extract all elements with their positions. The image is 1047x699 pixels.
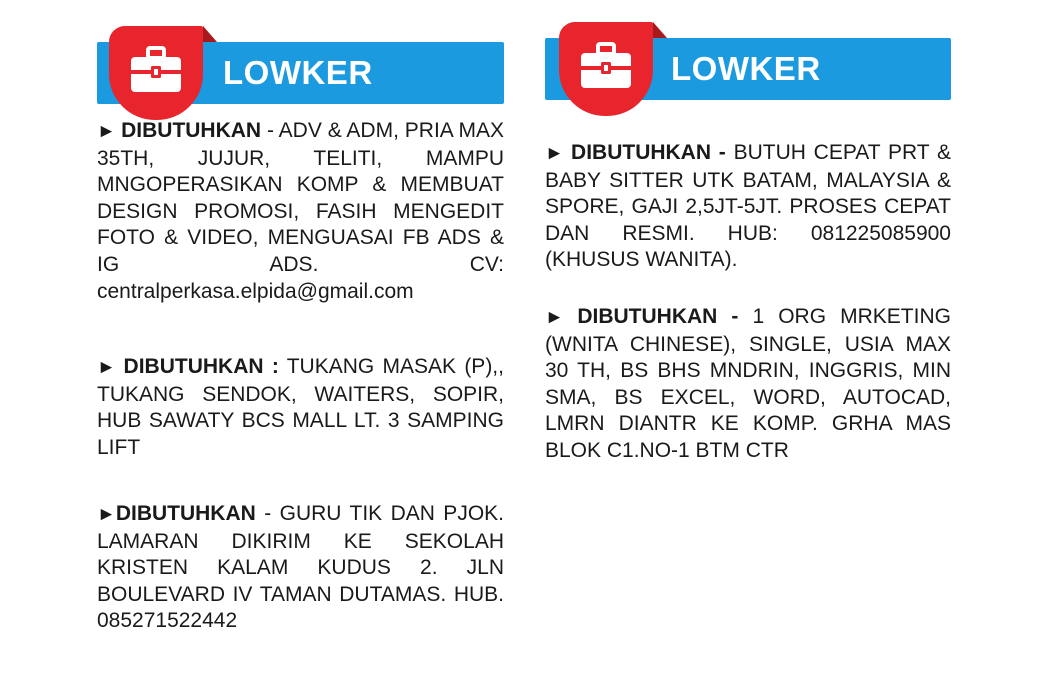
arrow-marker: ►: [545, 307, 578, 328]
ad-text: - ADV & ADM, PRIA MAX 35TH, JUJUR, TELITI, MAMPU MNGOPERASIKAN KOMP & MEMBUAT DESIGN PROMOSI, FASIH MENGEDIT FOTO & VIDEO, MENGUASAI FB ADS & IG ADS. CV: centralperkasa.elpida@gmail.com: [97, 119, 504, 303]
ad-keyword: DIBUTUHKAN -: [577, 305, 739, 328]
arrow-marker: ►: [97, 357, 124, 378]
job-ad: [97, 501, 504, 635]
job-ad: [97, 354, 504, 461]
banner-icon-tab: [109, 26, 203, 120]
job-ad: [97, 118, 504, 305]
briefcase-icon: [129, 46, 183, 94]
tab-fold: [203, 26, 217, 42]
ad-text: - GURU TIK DAN PJOK. LAMARAN DIKIRIM KE SEKOLAH KRISTEN KALAM KUDUS 2. JLN BOULEVARD IV TAMAN DUTAMAS. HUB. 085271522442: [97, 502, 504, 633]
ad-keyword: DIBUTUHKAN -: [571, 141, 726, 164]
ad-text: 1 ORG MRKETING (WNITA CHINESE), SINGLE, USIA MAX 30 TH, BS BHS MNDRIN, INGGRIS, MIN SMA, BS EXCEL, WORD, AUTOCAD, LMRN DIANTR KE KOMP. GRHA MAS BLOK C1.NO-1 BTM CTR: [545, 305, 951, 462]
ad-text: TUKANG MASAK (P),, TUKANG SENDOK, WAITERS, SOPIR, HUB SAWATY BCS MALL LT. 3 SAMPING LIFT: [97, 355, 504, 459]
ad-text: BUTUH CEPAT PRT & BABY SITTER UTK BATAM, MALAYSIA & SPORE, GAJI 2,5JT-5JT. PROSES CEPAT DAN RESMI. HUB: 081225085900 (KHUSUS WANITA).: [545, 141, 951, 272]
ad-keyword: DIBUTUHKAN: [121, 119, 262, 142]
lowker-banner: [97, 26, 504, 120]
job-ad: [545, 140, 951, 274]
briefcase-icon: [579, 42, 633, 90]
tab-fold: [653, 22, 667, 38]
arrow-marker: ►: [97, 504, 116, 525]
lowker-banner: [545, 22, 951, 116]
job-ad: [545, 304, 951, 465]
banner-title: LOWKER: [671, 50, 821, 87]
arrow-marker: ►: [97, 121, 122, 142]
ad-keyword: DIBUTUHKAN :: [123, 355, 279, 378]
ad-keyword: DIBUTUHKAN: [115, 502, 256, 525]
banner-title: LOWKER: [223, 54, 373, 91]
banner-icon-tab: [559, 22, 653, 116]
arrow-marker: ►: [545, 143, 572, 164]
